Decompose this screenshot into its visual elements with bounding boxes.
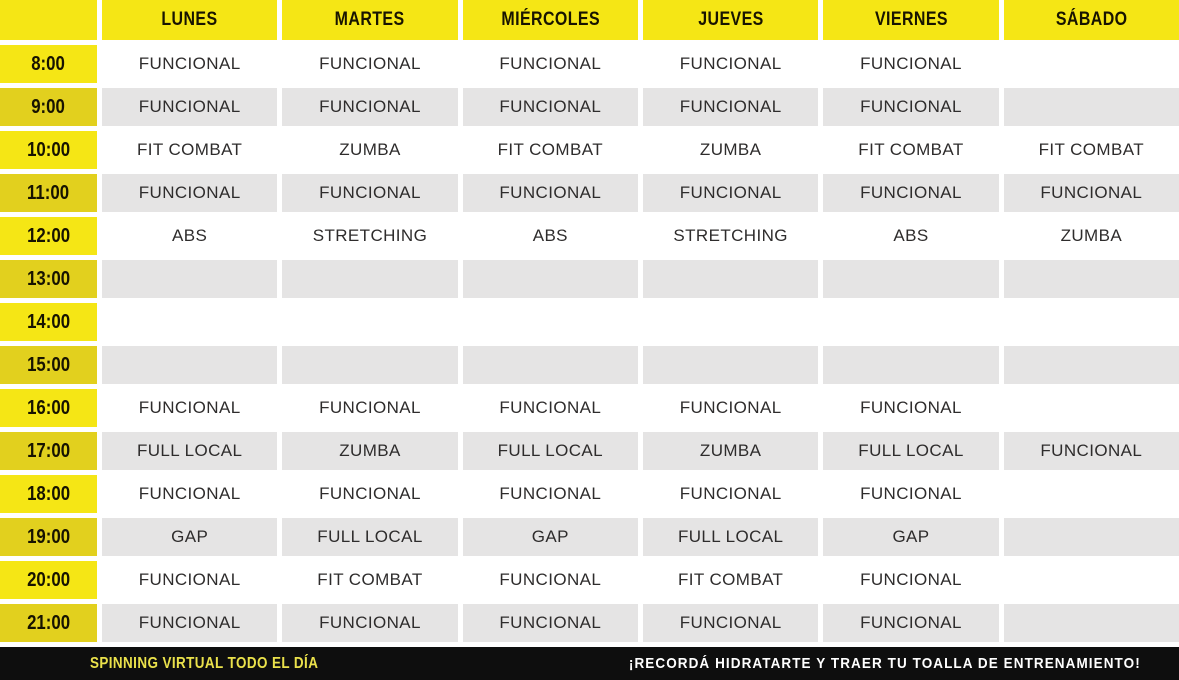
class-label: FUNCIONAL	[499, 570, 602, 589]
day-header-martes	[282, 0, 457, 40]
class-cell	[282, 131, 457, 169]
time-cell	[0, 604, 97, 642]
class-label: FUNCIONAL	[499, 97, 602, 116]
class-cell	[823, 561, 998, 599]
empty-cell	[1004, 303, 1179, 341]
time-label: 12:00	[27, 224, 70, 247]
class-cell	[463, 174, 638, 212]
class-label: FUNCIONAL	[499, 183, 602, 202]
day-header-label: MIÉRCOLES	[500, 9, 600, 30]
class-cell	[823, 217, 998, 255]
empty-cell	[643, 260, 818, 298]
class-label: GAP	[171, 527, 209, 546]
class-cell	[823, 432, 998, 470]
footer-bar	[0, 647, 1179, 680]
class-label: FUNCIONAL	[138, 97, 241, 116]
class-label: FUNCIONAL	[499, 484, 602, 503]
class-cell	[643, 389, 818, 427]
class-cell	[643, 518, 818, 556]
empty-cell	[643, 346, 818, 384]
time-label: 16:00	[27, 396, 70, 419]
class-label: FULL LOCAL	[497, 441, 604, 460]
empty-cell	[102, 303, 277, 341]
class-label: STRETCHING	[312, 226, 428, 245]
class-cell	[282, 389, 457, 427]
class-cell	[643, 432, 818, 470]
day-header-lunes	[102, 0, 277, 40]
time-label: 15:00	[27, 353, 70, 376]
time-cell	[0, 432, 97, 470]
time-label: 20:00	[27, 568, 70, 591]
empty-cell	[1004, 260, 1179, 298]
class-cell	[643, 475, 818, 513]
class-cell	[643, 45, 818, 83]
empty-cell	[102, 346, 277, 384]
class-cell	[102, 45, 277, 83]
class-label: FUNCIONAL	[860, 183, 962, 202]
class-label: FUNCIONAL	[679, 613, 782, 632]
class-cell	[102, 518, 277, 556]
time-label: 14:00	[27, 310, 70, 333]
class-label: FUNCIONAL	[138, 398, 241, 417]
class-label: FUNCIONAL	[499, 613, 602, 632]
time-label: 8:00	[31, 52, 66, 75]
class-cell	[643, 174, 818, 212]
class-cell	[1004, 174, 1179, 212]
class-label: GAP	[531, 527, 569, 546]
time-label: 21:00	[27, 611, 70, 634]
class-label: FUNCIONAL	[860, 398, 962, 417]
day-header-sabado	[1004, 0, 1179, 40]
empty-cell	[1004, 88, 1179, 126]
class-label: FIT COMBAT	[136, 140, 243, 159]
footer-left-note: SPINNING VIRTUAL TODO EL DÍA	[90, 654, 319, 672]
day-header-viernes	[823, 0, 998, 40]
class-label: FIT COMBAT	[677, 570, 784, 589]
empty-cell	[282, 260, 457, 298]
class-label: FIT COMBAT	[1038, 140, 1144, 159]
time-label: 17:00	[27, 439, 70, 462]
class-label: FUNCIONAL	[679, 183, 782, 202]
class-label: FIT COMBAT	[858, 140, 964, 159]
time-cell	[0, 174, 97, 212]
class-cell	[463, 604, 638, 642]
corner-spacer-cell	[0, 0, 97, 40]
empty-cell	[102, 260, 277, 298]
class-cell	[463, 432, 638, 470]
class-label: FUNCIONAL	[138, 484, 241, 503]
class-label: ZUMBA	[699, 441, 762, 460]
time-cell	[0, 389, 97, 427]
class-cell	[463, 561, 638, 599]
class-cell	[823, 389, 998, 427]
empty-cell	[1004, 45, 1179, 83]
class-cell	[643, 131, 818, 169]
class-cell	[282, 604, 457, 642]
time-label: 13:00	[27, 267, 70, 290]
class-label: FULL LOCAL	[677, 527, 784, 546]
class-label: FUNCIONAL	[679, 54, 782, 73]
day-header-label: LUNES	[161, 9, 218, 30]
time-label: 10:00	[27, 138, 70, 161]
class-label: FUNCIONAL	[1040, 183, 1143, 202]
class-cell	[282, 475, 457, 513]
class-label: FUNCIONAL	[860, 54, 962, 73]
class-cell	[823, 88, 998, 126]
class-label: FUNCIONAL	[860, 613, 962, 632]
day-header-label: VIERNES	[874, 9, 948, 30]
class-label: ABS	[172, 226, 208, 245]
empty-cell	[1004, 518, 1179, 556]
day-header-miercoles	[463, 0, 638, 40]
class-cell	[282, 518, 457, 556]
class-cell	[102, 88, 277, 126]
class-cell	[102, 432, 277, 470]
class-label: FULL LOCAL	[317, 527, 423, 546]
class-label: FUNCIONAL	[499, 398, 602, 417]
class-label: FUNCIONAL	[319, 183, 421, 202]
class-label: FUNCIONAL	[319, 398, 421, 417]
time-cell	[0, 260, 97, 298]
empty-cell	[823, 303, 998, 341]
class-cell	[282, 174, 457, 212]
time-cell	[0, 561, 97, 599]
class-cell	[102, 561, 277, 599]
time-cell	[0, 217, 97, 255]
class-cell	[643, 217, 818, 255]
class-cell	[823, 518, 998, 556]
class-label: FUNCIONAL	[679, 398, 782, 417]
class-label: ZUMBA	[339, 140, 401, 159]
time-label: 11:00	[27, 181, 70, 204]
empty-cell	[463, 260, 638, 298]
day-header-label: JUEVES	[697, 9, 764, 30]
class-cell	[823, 45, 998, 83]
empty-cell	[1004, 604, 1179, 642]
empty-cell	[282, 346, 457, 384]
class-cell	[282, 432, 457, 470]
empty-cell	[463, 303, 638, 341]
class-label: FUNCIONAL	[319, 54, 421, 73]
class-cell	[823, 475, 998, 513]
class-cell	[282, 217, 457, 255]
class-label: FIT COMBAT	[317, 570, 423, 589]
class-cell	[643, 604, 818, 642]
class-cell	[282, 88, 457, 126]
class-cell	[463, 475, 638, 513]
class-cell	[102, 604, 277, 642]
time-cell	[0, 346, 97, 384]
empty-cell	[1004, 346, 1179, 384]
class-label: FUNCIONAL	[319, 613, 421, 632]
class-label: FUNCIONAL	[138, 570, 241, 589]
class-label: FUNCIONAL	[138, 183, 241, 202]
class-cell	[463, 217, 638, 255]
empty-cell	[1004, 389, 1179, 427]
time-cell	[0, 131, 97, 169]
time-label: 9:00	[31, 95, 66, 118]
class-label: ZUMBA	[339, 441, 401, 460]
class-cell	[282, 561, 457, 599]
class-label: FUNCIONAL	[138, 613, 241, 632]
time-cell	[0, 475, 97, 513]
class-cell	[823, 174, 998, 212]
class-label: FULL LOCAL	[858, 441, 964, 460]
day-header-jueves	[643, 0, 818, 40]
class-label: FUNCIONAL	[860, 97, 962, 116]
class-cell	[102, 475, 277, 513]
empty-cell	[463, 346, 638, 384]
class-label: ABS	[893, 226, 929, 245]
empty-cell	[1004, 561, 1179, 599]
time-cell	[0, 45, 97, 83]
class-cell	[463, 88, 638, 126]
day-header-label: SÁBADO	[1055, 9, 1128, 30]
class-label: FUNCIONAL	[860, 484, 962, 503]
class-cell	[463, 389, 638, 427]
class-cell	[643, 88, 818, 126]
class-cell	[463, 131, 638, 169]
class-cell	[1004, 432, 1179, 470]
class-cell	[823, 604, 998, 642]
time-cell	[0, 303, 97, 341]
class-label: ZUMBA	[1060, 226, 1123, 245]
class-label: FUNCIONAL	[319, 97, 421, 116]
empty-cell	[1004, 475, 1179, 513]
class-label: FUNCIONAL	[499, 54, 602, 73]
class-label: FUNCIONAL	[679, 97, 782, 116]
class-label: FUNCIONAL	[138, 54, 241, 73]
class-cell	[823, 131, 998, 169]
footer-right-note: ¡RECORDÁ HIDRATARTE Y TRAER TU TOALLA DE ENTRENAMIENTO!	[629, 655, 1141, 672]
time-label: 18:00	[27, 482, 70, 505]
class-cell	[643, 561, 818, 599]
class-cell	[1004, 217, 1179, 255]
class-label: FUNCIONAL	[319, 484, 421, 503]
class-label: FUNCIONAL	[1040, 441, 1143, 460]
class-cell	[463, 518, 638, 556]
empty-cell	[282, 303, 457, 341]
time-cell	[0, 518, 97, 556]
class-label: ZUMBA	[699, 140, 762, 159]
empty-cell	[823, 260, 998, 298]
class-label: STRETCHING	[673, 226, 788, 245]
time-cell	[0, 88, 97, 126]
class-label: FUNCIONAL	[860, 570, 962, 589]
class-cell	[282, 45, 457, 83]
empty-cell	[643, 303, 818, 341]
class-cell	[102, 131, 277, 169]
class-label: ABS	[532, 226, 568, 245]
class-label: FIT COMBAT	[497, 140, 603, 159]
time-label: 19:00	[27, 525, 70, 548]
empty-cell	[823, 346, 998, 384]
class-cell	[102, 217, 277, 255]
class-cell	[102, 389, 277, 427]
class-label: GAP	[892, 527, 930, 546]
class-cell	[463, 45, 638, 83]
day-header-label: MARTES	[335, 9, 405, 30]
class-label: FUNCIONAL	[679, 484, 782, 503]
class-cell	[102, 174, 277, 212]
class-cell	[1004, 131, 1179, 169]
class-label: FULL LOCAL	[136, 441, 243, 460]
